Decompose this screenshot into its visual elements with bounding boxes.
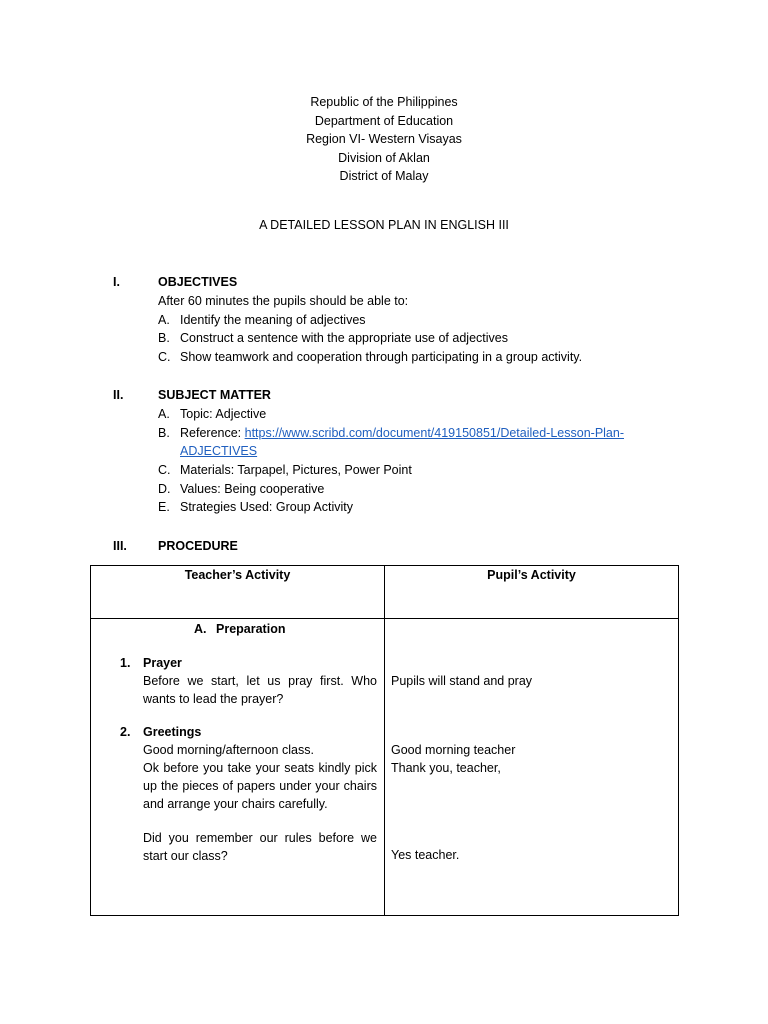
header-line-republic: Republic of the Philippines — [310, 95, 458, 109]
prayer-line: Before we start, let us pray first. Who — [143, 674, 377, 688]
objective-item: B. Construct a sentence with the appropriate use of adjectives — [158, 331, 508, 345]
teacher-activity-cell — [91, 619, 385, 916]
prayer-line: wants to lead the prayer? — [143, 692, 284, 706]
header-line-department: Department of Education — [314, 113, 454, 128]
header-line-region: Region VI- Western Visayas — [306, 132, 462, 146]
prayer-number: 1. — [120, 656, 131, 670]
greeting-response: Good morning teacher — [391, 743, 516, 757]
pupil-activity-header: Pupil’s Activity — [385, 566, 679, 619]
rules-line: start our class? — [143, 849, 228, 863]
procedure-title: PROCEDURE — [158, 539, 238, 553]
reference-link-continued[interactable]: ADJECTIVES — [180, 444, 258, 458]
rules-response: Yes teacher. — [391, 848, 460, 862]
subject-reference: B. Reference: https://www.scribd.com/document/419150851/Detailed-Lesson-Plan- — [158, 426, 624, 440]
greetings-line: and arrange your chairs carefully. — [143, 797, 328, 811]
objective-item: A. Identify the meaning of adjectives — [158, 313, 366, 327]
greetings-line: up the pieces of papers under your chairs — [143, 779, 377, 793]
preparation-letter: A. — [194, 622, 207, 636]
greetings-line: Good morning/afternoon class. — [143, 743, 314, 757]
prayer-title: Prayer — [143, 656, 182, 670]
subject-title: SUBJECT MATTER — [158, 388, 271, 402]
reference-link[interactable]: https://www.scribd.com/document/419150851/Detailed-Lesson-Plan- — [244, 426, 624, 440]
objectives-number: I. — [113, 275, 120, 289]
lesson-plan-title: A DETAILED LESSON PLAN IN ENGLISH III — [259, 218, 509, 232]
header-line-division: Division of Aklan — [338, 150, 430, 165]
document-header — [0, 93, 768, 186]
preparation-title: Preparation — [216, 622, 286, 636]
teacher-activity-header: Teacher’s Activity — [91, 566, 385, 619]
procedure-number: III. — [113, 539, 127, 553]
subject-number: II. — [113, 388, 124, 402]
rules-line: Did you remember our rules before we — [143, 831, 377, 845]
objective-item: C. Show teamwork and cooperation through participating in a group activity. — [158, 350, 583, 364]
greetings-line: Ok before you take your seats kindly pick — [143, 761, 377, 775]
header-line-district: District of Malay — [339, 169, 429, 183]
prayer-response: Pupils will stand and pray — [391, 674, 533, 688]
subject-topic: A. Topic: Adjective — [158, 407, 267, 421]
subject-values: D. Values: Being cooperative — [158, 482, 325, 496]
greetings-title: Greetings — [143, 725, 202, 739]
greeting-response: Thank you, teacher, — [391, 761, 501, 775]
procedure-table — [90, 565, 679, 916]
objectives-title: OBJECTIVES — [158, 275, 238, 289]
subject-strategies: E. Strategies Used: Group Activity — [158, 500, 353, 514]
objectives-intro: After 60 minutes the pupils should be able to: — [158, 294, 409, 308]
pupil-activity-cell — [385, 619, 679, 916]
greetings-number: 2. — [120, 725, 131, 739]
subject-materials: C. Materials: Tarpapel, Pictures, Power Point — [158, 463, 412, 477]
